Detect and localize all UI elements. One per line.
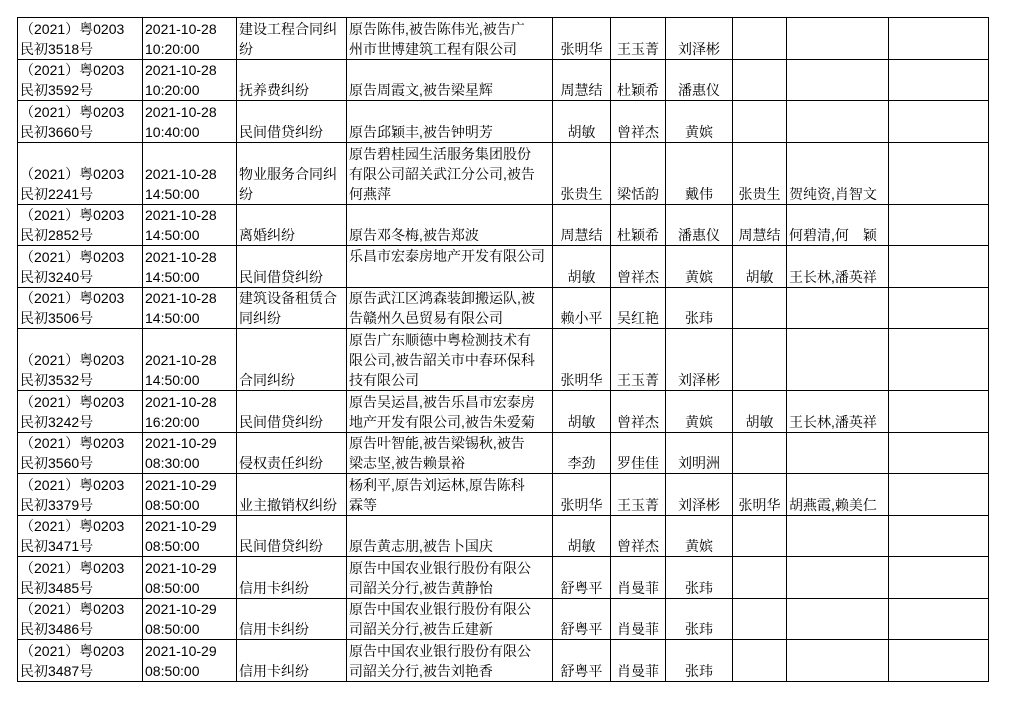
cause-of-action-cell: 业主撤销权纠纷 xyxy=(237,474,347,516)
cause-of-action-cell: 合同纠纷 xyxy=(237,329,347,391)
judge-cell: 张明华 xyxy=(553,18,611,60)
clerk-cell: 戴伟 xyxy=(666,143,733,205)
panel-members-cell: 贺纯资,肖智文 xyxy=(787,143,889,205)
presiding-judge-cell: 胡敏 xyxy=(733,246,787,288)
presiding-judge-cell xyxy=(733,60,787,102)
hearing-time-cell: 2021-10-29 08:50:00 xyxy=(143,599,237,641)
cause-of-action-cell: 民间借贷纠纷 xyxy=(237,101,347,143)
case-number-cell: （2021）粤0203 民初3240号 xyxy=(18,246,143,288)
table-row xyxy=(18,246,989,288)
judge-cell: 胡敏 xyxy=(553,516,611,558)
assistant-cell: 曾祥杰 xyxy=(611,391,666,433)
judge-cell: 李劲 xyxy=(553,433,611,475)
parties-cell: 原告中国农业银行股份有限公 司韶关分行,被告黄静怡 xyxy=(347,557,553,599)
judge-cell: 舒粤平 xyxy=(553,599,611,641)
cause-of-action-cell: 离婚纠纷 xyxy=(237,205,347,247)
table-row xyxy=(18,101,989,143)
judge-cell: 张明华 xyxy=(553,474,611,516)
judge-cell: 舒粤平 xyxy=(553,557,611,599)
presiding-judge-cell: 张贵生 xyxy=(733,143,787,205)
case-number-cell: （2021）粤0203 民初3592号 xyxy=(18,60,143,102)
case-number-cell: （2021）粤0203 民初3379号 xyxy=(18,474,143,516)
panel-members-cell xyxy=(787,599,889,641)
blank-cell xyxy=(889,474,989,516)
parties-cell: 原告周霞文,被告梁星辉 xyxy=(347,60,553,102)
cause-of-action-cell: 建设工程合同纠 纷 xyxy=(237,18,347,60)
table-row xyxy=(18,474,989,516)
blank-cell xyxy=(889,391,989,433)
presiding-judge-cell xyxy=(733,288,787,330)
blank-cell xyxy=(889,288,989,330)
parties-cell: 原告中国农业银行股份有限公 司韶关分行,被告丘建新 xyxy=(347,599,553,641)
cause-of-action-cell: 民间借贷纠纷 xyxy=(237,516,347,558)
clerk-cell: 刘明洲 xyxy=(666,433,733,475)
hearing-time-cell: 2021-10-28 10:20:00 xyxy=(143,60,237,102)
presiding-judge-cell: 张明华 xyxy=(733,474,787,516)
case-number-cell: （2021）粤0203 民初3487号 xyxy=(18,640,143,682)
parties-cell: 原告广东顺德中粤检测技术有 限公司,被告韶关市中春环保科 技有限公司 xyxy=(347,329,553,391)
cause-of-action-cell: 物业服务合同纠 纷 xyxy=(237,143,347,205)
table-row xyxy=(18,60,989,102)
parties-cell: 杨利平,原告刘运林,原告陈科 霖等 xyxy=(347,474,553,516)
table-row xyxy=(18,143,989,205)
hearing-schedule-table xyxy=(17,17,989,682)
presiding-judge-cell xyxy=(733,640,787,682)
parties-cell: 原告邓冬梅,被告郑波 xyxy=(347,205,553,247)
assistant-cell: 曾祥杰 xyxy=(611,516,666,558)
blank-cell xyxy=(889,205,989,247)
assistant-cell: 杜颖希 xyxy=(611,205,666,247)
judge-cell: 周慧结 xyxy=(553,205,611,247)
blank-cell xyxy=(889,101,989,143)
table-row xyxy=(18,391,989,433)
hearing-time-cell: 2021-10-28 14:50:00 xyxy=(143,288,237,330)
panel-members-cell: 王长林,潘英祥 xyxy=(787,391,889,433)
hearing-time-cell: 2021-10-28 14:50:00 xyxy=(143,246,237,288)
presiding-judge-cell xyxy=(733,599,787,641)
blank-cell xyxy=(889,433,989,475)
blank-cell xyxy=(889,516,989,558)
clerk-cell: 张玮 xyxy=(666,557,733,599)
parties-cell: 原告吴运昌,被告乐昌市宏泰房 地产开发有限公司,被告朱爱菊 xyxy=(347,391,553,433)
case-number-cell: （2021）粤0203 民初3560号 xyxy=(18,433,143,475)
blank-cell xyxy=(889,246,989,288)
assistant-cell: 王玉菁 xyxy=(611,18,666,60)
case-number-cell: （2021）粤0203 民初3660号 xyxy=(18,101,143,143)
table-row xyxy=(18,288,989,330)
cause-of-action-cell: 抚养费纠纷 xyxy=(237,60,347,102)
panel-members-cell xyxy=(787,516,889,558)
judge-cell: 赖小平 xyxy=(553,288,611,330)
case-number-cell: （2021）粤0203 民初3486号 xyxy=(18,599,143,641)
case-number-cell: （2021）粤0203 民初3532号 xyxy=(18,329,143,391)
panel-members-cell xyxy=(787,18,889,60)
assistant-cell: 梁恬韵 xyxy=(611,143,666,205)
cause-of-action-cell: 民间借贷纠纷 xyxy=(237,246,347,288)
judge-cell: 张明华 xyxy=(553,329,611,391)
case-number-cell: （2021）粤0203 民初3242号 xyxy=(18,391,143,433)
judge-cell: 张贵生 xyxy=(553,143,611,205)
judge-cell: 胡敏 xyxy=(553,101,611,143)
parties-cell: 原告武江区鸿森装卸搬运队,被 告赣州久邑贸易有限公司 xyxy=(347,288,553,330)
blank-cell xyxy=(889,599,989,641)
parties-cell: 原告陈伟,被告陈伟光,被告广 州市世博建筑工程有限公司 xyxy=(347,18,553,60)
clerk-cell: 潘惠仪 xyxy=(666,205,733,247)
cause-of-action-cell: 民间借贷纠纷 xyxy=(237,391,347,433)
table-row xyxy=(18,205,989,247)
parties-cell: 原告叶智能,被告梁锡秋,被告 梁志坚,被告赖景裕 xyxy=(347,433,553,475)
panel-members-cell xyxy=(787,329,889,391)
clerk-cell: 黄嫔 xyxy=(666,516,733,558)
panel-members-cell xyxy=(787,433,889,475)
hearing-time-cell: 2021-10-29 08:50:00 xyxy=(143,640,237,682)
table-row xyxy=(18,433,989,475)
clerk-cell: 张玮 xyxy=(666,288,733,330)
assistant-cell: 肖曼菲 xyxy=(611,557,666,599)
table-row xyxy=(18,599,989,641)
panel-members-cell: 王长林,潘英祥 xyxy=(787,246,889,288)
presiding-judge-cell xyxy=(733,516,787,558)
presiding-judge-cell xyxy=(733,433,787,475)
parties-cell: 原告黄志朋,被告卜国庆 xyxy=(347,516,553,558)
case-number-cell: （2021）粤0203 民初2852号 xyxy=(18,205,143,247)
case-number-cell: （2021）粤0203 民初3518号 xyxy=(18,18,143,60)
blank-cell xyxy=(889,640,989,682)
case-number-cell: （2021）粤0203 民初3485号 xyxy=(18,557,143,599)
hearing-time-cell: 2021-10-29 08:50:00 xyxy=(143,516,237,558)
table-row xyxy=(18,18,989,60)
clerk-cell: 刘泽彬 xyxy=(666,474,733,516)
panel-members-cell xyxy=(787,101,889,143)
table-row xyxy=(18,329,989,391)
panel-members-cell: 胡燕霞,赖美仁 xyxy=(787,474,889,516)
judge-cell: 舒粤平 xyxy=(553,640,611,682)
blank-cell xyxy=(889,18,989,60)
cause-of-action-cell: 信用卡纠纷 xyxy=(237,557,347,599)
hearing-time-cell: 2021-10-28 10:40:00 xyxy=(143,101,237,143)
panel-members-cell xyxy=(787,60,889,102)
presiding-judge-cell xyxy=(733,18,787,60)
cause-of-action-cell: 建筑设备租赁合 同纠纷 xyxy=(237,288,347,330)
clerk-cell: 黄嫔 xyxy=(666,391,733,433)
clerk-cell: 张玮 xyxy=(666,640,733,682)
hearing-time-cell: 2021-10-28 10:20:00 xyxy=(143,18,237,60)
hearing-time-cell: 2021-10-29 08:50:00 xyxy=(143,474,237,516)
assistant-cell: 曾祥杰 xyxy=(611,246,666,288)
clerk-cell: 潘惠仪 xyxy=(666,60,733,102)
presiding-judge-cell xyxy=(733,557,787,599)
blank-cell xyxy=(889,143,989,205)
assistant-cell: 罗佳佳 xyxy=(611,433,666,475)
parties-cell: 原告碧桂园生活服务集团股份 有限公司韶关武江分公司,被告 何燕萍 xyxy=(347,143,553,205)
clerk-cell: 刘泽彬 xyxy=(666,18,733,60)
panel-members-cell xyxy=(787,288,889,330)
table-row xyxy=(18,557,989,599)
judge-cell: 周慧结 xyxy=(553,60,611,102)
panel-members-cell xyxy=(787,557,889,599)
clerk-cell: 黄嫔 xyxy=(666,246,733,288)
table-row xyxy=(18,516,989,558)
hearing-time-cell: 2021-10-28 14:50:00 xyxy=(143,143,237,205)
clerk-cell: 张玮 xyxy=(666,599,733,641)
parties-cell: 原告邱颖丰,被告钟明芳 xyxy=(347,101,553,143)
cause-of-action-cell: 信用卡纠纷 xyxy=(237,599,347,641)
assistant-cell: 肖曼菲 xyxy=(611,599,666,641)
assistant-cell: 曾祥杰 xyxy=(611,101,666,143)
hearing-time-cell: 2021-10-29 08:50:00 xyxy=(143,557,237,599)
parties-cell: 原告中国农业银行股份有限公 司韶关分行,被告刘艳香 xyxy=(347,640,553,682)
judge-cell: 胡敏 xyxy=(553,391,611,433)
hearing-time-cell: 2021-10-28 16:20:00 xyxy=(143,391,237,433)
cause-of-action-cell: 信用卡纠纷 xyxy=(237,640,347,682)
assistant-cell: 王玉菁 xyxy=(611,329,666,391)
presiding-judge-cell xyxy=(733,101,787,143)
clerk-cell: 刘泽彬 xyxy=(666,329,733,391)
case-number-cell: （2021）粤0203 民初2241号 xyxy=(18,143,143,205)
blank-cell xyxy=(889,329,989,391)
clerk-cell: 黄嫔 xyxy=(666,101,733,143)
assistant-cell: 肖曼菲 xyxy=(611,640,666,682)
case-number-cell: （2021）粤0203 民初3471号 xyxy=(18,516,143,558)
parties-cell: 乐昌市宏泰房地产开发有限公司 xyxy=(347,246,553,288)
hearing-time-cell: 2021-10-29 08:30:00 xyxy=(143,433,237,475)
presiding-judge-cell: 周慧结 xyxy=(733,205,787,247)
presiding-judge-cell xyxy=(733,329,787,391)
assistant-cell: 吴红艳 xyxy=(611,288,666,330)
hearing-time-cell: 2021-10-28 14:50:00 xyxy=(143,329,237,391)
cause-of-action-cell: 侵权责任纠纷 xyxy=(237,433,347,475)
assistant-cell: 杜颖希 xyxy=(611,60,666,102)
table-row xyxy=(18,640,989,682)
blank-cell xyxy=(889,60,989,102)
panel-members-cell: 何碧清,何 颖 xyxy=(787,205,889,247)
assistant-cell: 王玉菁 xyxy=(611,474,666,516)
panel-members-cell xyxy=(787,640,889,682)
judge-cell: 胡敏 xyxy=(553,246,611,288)
blank-cell xyxy=(889,557,989,599)
presiding-judge-cell: 胡敏 xyxy=(733,391,787,433)
case-number-cell: （2021）粤0203 民初3506号 xyxy=(18,288,143,330)
hearing-time-cell: 2021-10-28 14:50:00 xyxy=(143,205,237,247)
